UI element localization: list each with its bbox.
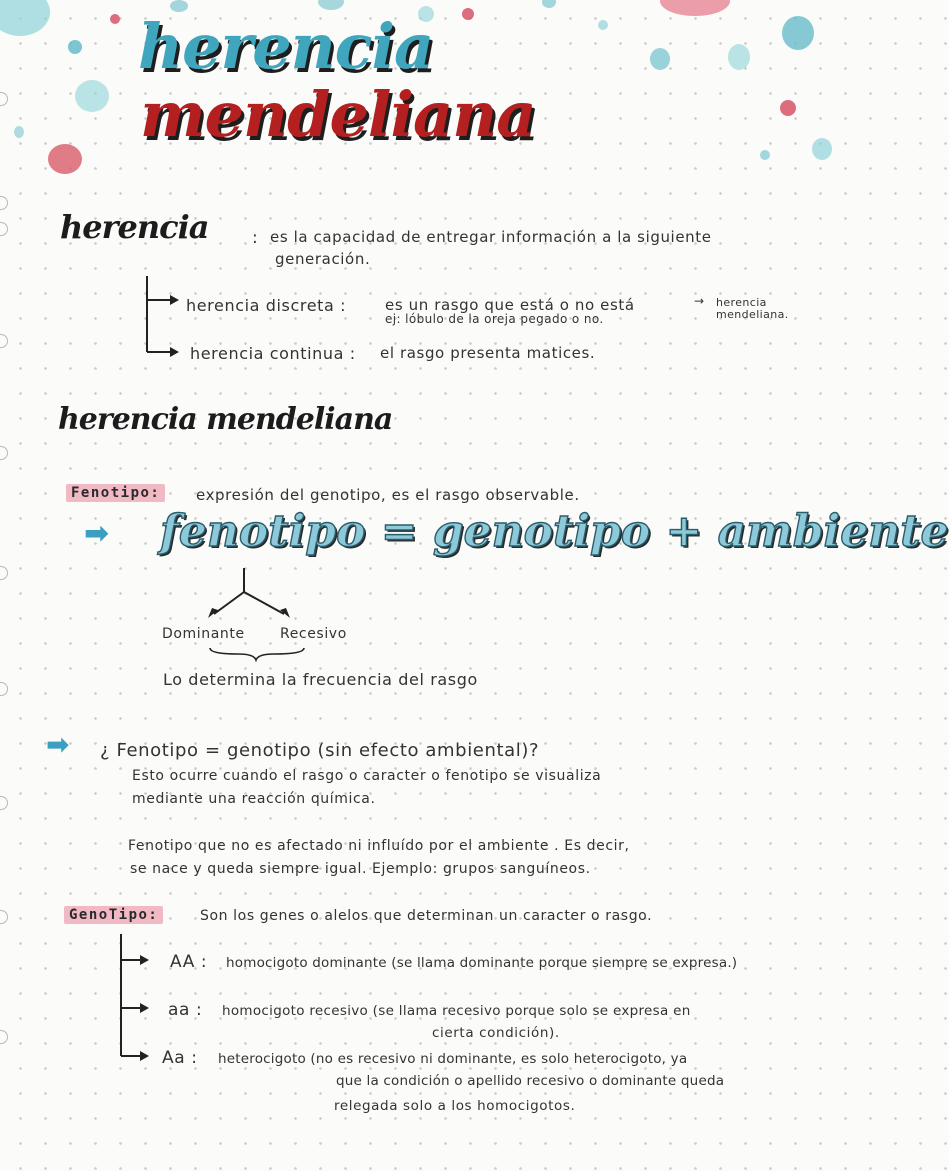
herencia-discreta-note: herencia mendeliana. [716, 296, 789, 321]
herencia-heading: herencia [60, 208, 209, 246]
herencia-discreta-text: es un rasgo que está o no está [385, 296, 635, 314]
genotipo-definition: Son los genes o alelos que determinan un caracter o rasgo. [200, 908, 653, 924]
genotipo-item-continuation: relegada solo a los homocigotos. [334, 1098, 576, 1114]
herencia-continua-label: herencia continua : [190, 344, 356, 363]
genotipo-item-code: AA : [170, 952, 208, 972]
herencia-definition-line1: es la capacidad de entregar información a la siguiente [270, 228, 712, 246]
fenotipo-definition: expresión del genotipo, es el rasgo observable. [196, 486, 580, 504]
blue-arrow-icon: ➡ [46, 728, 70, 761]
dominante-label: Dominante [162, 626, 245, 642]
split-arrows [200, 566, 310, 626]
brace-icon [208, 644, 308, 662]
genotipo-item-text: heterocigoto (no es recesivo ni dominante, es solo heterocigoto, ya [218, 1051, 688, 1067]
arrow-icon: → [694, 294, 705, 308]
herencia-definition-line2: generación. [275, 250, 371, 268]
frecuencia-text: Lo determina la frecuencia del rasgo [163, 670, 478, 689]
section-heading-herencia-mendeliana: herencia mendeliana [58, 402, 393, 437]
blue-arrow-icon: ➡ [84, 516, 110, 551]
fenotipo-label: Fenotipo: [66, 484, 165, 502]
branch-connector [140, 272, 190, 364]
question-line-1: Esto ocurre cuando el rasgo o caracter o fenotipo se visualiza [132, 768, 602, 784]
genotipo-item-text: homocigoto dominante (se llama dominante porque siempre se expresa.) [226, 955, 738, 971]
question-line-4: se nace y queda siempre igual. Ejemplo: grupos sanguíneos. [130, 861, 591, 877]
question-text: ¿ Fenotipo = genotipo (sin efecto ambiental)? [100, 740, 540, 761]
title-line-2: mendeliana [140, 78, 536, 151]
question-line-3: Fenotipo que no es afectado ni influído por el ambiente . Es decir, [128, 838, 630, 854]
genotipo-item-code: aa : [168, 1000, 203, 1020]
title-line-1: herencia [138, 10, 434, 83]
recesivo-label: Recesivo [280, 626, 347, 642]
genotipo-branch-connector [112, 932, 162, 1068]
genotipo-item-code: Aa : [162, 1048, 198, 1068]
genotipo-item-continuation: cierta condición). [432, 1025, 560, 1041]
herencia-discreta-label: herencia discreta : [186, 296, 347, 315]
genotipo-label: GenoTipo: [64, 906, 163, 924]
fenotipo-formula: fenotipo = genotipo + ambiente [160, 506, 949, 557]
herencia-discreta-example: ej: lóbulo de la oreja pegado o no. [385, 312, 604, 326]
question-line-2: mediante una reacción química. [132, 791, 376, 807]
herencia-colon: : [252, 228, 259, 248]
genotipo-item-text: homocigoto recesivo (se llama recesivo porque solo se expresa en [222, 1003, 691, 1019]
genotipo-item-continuation: que la condición o apellido recesivo o dominante queda [336, 1073, 725, 1089]
herencia-continua-text: el rasgo presenta matices. [380, 344, 596, 362]
